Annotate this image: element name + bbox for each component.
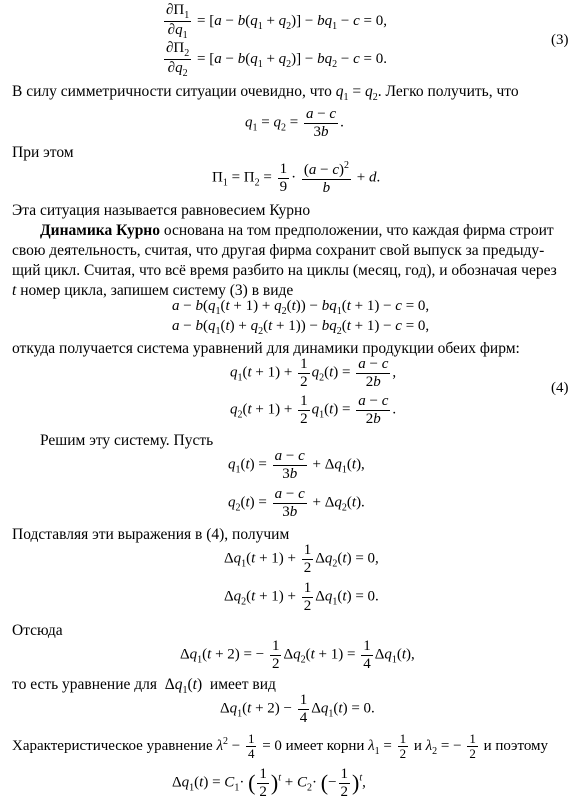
para4-line2: свою деятельность, считая, что другая фирма сохранит свой выпуск за предыду- — [12, 242, 545, 259]
para3: Эта ситуация называется равновесием Курно — [12, 202, 311, 219]
eq-solution: $\Delta q_1(t) = C_1\cdot$ ( $\frac{1}{2}$ )$^t + C_2\cdot$ (− $\frac{1}{2}$ )$^t$, — [172, 766, 366, 800]
eq3-line2: $\frac{\partial\Pi_2}{\partial q_2}$ = $[a - b(q_1 + q_2)] - bq_2 - c = 0$. — [166, 40, 387, 79]
eq-system-line2: $a - b(q_1(t) + q_2(t + 1)) - bq_2(t + 1) - c = 0$, — [172, 318, 430, 337]
eq-system-line1: $a - b(q_1(t + 1) + q_2(t)) - bq_1(t + 1) - c = 0$, — [172, 298, 430, 317]
para10: Характеристическое уравнение $\lambda^2$ − $\frac{1}{4}$ = 0 имеет корни $\lambda_1$ = $\frac{1}{2}$ и $\lambda_2$ = − $\frac{1}{2}$ и поэтому — [12, 731, 549, 762]
para4-line3: щий цикл. Считая, что всё время разбито на циклы (месяц, год), и обозначая через — [12, 262, 557, 279]
para6: Решим эту систему. Пусть — [40, 432, 214, 449]
eq4-number: (4) — [551, 380, 569, 396]
para4-line4: t номер цикла, запишем систему (3) в виде — [12, 282, 294, 299]
eq-profit: $\Pi_1 = \Pi_2$ = $\frac{1}{9}$ · $\frac{(a - c)^2}{b}$ + d. — [212, 160, 381, 196]
para5: откуда получается система уравнений для динамики продукции обеих фирм: — [12, 340, 520, 357]
para9: то есть уравнение для $\Delta q_1(t)$ имеет вид — [12, 676, 276, 697]
eq3-line1: $\frac{\partial\Pi_1}{\partial q_1}$ = $[a - b(q_1 + q_2)] - bq_1 - c = 0$, — [166, 2, 387, 41]
eq-let-line2: $q_2(t)$ = $\frac{a - c}{3b}$ + $\Delta q_2(t)$. — [228, 486, 365, 520]
eq-form: $\Delta q_1(t + 2)$ − $\frac{1}{4}$ $\Delta q_1(t) = 0$. — [220, 692, 375, 726]
eq-delta-line1: $\Delta q_1(t + 1)$ + $\frac{1}{2}$ $\Delta q_2(t) = 0$, — [224, 542, 379, 576]
para7: Подставляя эти выражения в (4), получим — [12, 526, 290, 543]
eq-let-line1: $q_1(t)$ = $\frac{a - c}{3b}$ + $\Delta q_1(t)$, — [228, 448, 365, 482]
eq-delta-line2: $\Delta q_2(t + 1)$ + $\frac{1}{2}$ $\Delta q_1(t) = 0$. — [224, 580, 379, 614]
eq-symmetric: $q_1 = q_2$ = $\frac{a - c}{3b}$ . — [245, 106, 344, 140]
eq4-line1: $q_1(t + 1)$ + $\frac{1}{2}$ $q_2(t)$ = $\frac{a - c}{2b}$ , — [230, 356, 397, 390]
para8: Отсюда — [12, 622, 63, 639]
para4-line1: Динамика Курно основана на том предположении, что каждая фирма строит — [40, 222, 554, 239]
para1: В силу симметричности ситуации очевидно, что $q_1 = q_2$. Легко получить, что — [12, 83, 519, 104]
eq-hence: $\Delta q_1(t + 2)$ = − $\frac{1}{2}$ $\Delta q_2(t + 1)$ = $\frac{1}{4}$ $\Delta q_1(t)$, — [180, 638, 415, 672]
para2: При этом — [12, 144, 74, 161]
eq4-line2: $q_2(t + 1)$ + $\frac{1}{2}$ $q_1(t)$ = $\frac{a - c}{2b}$ . — [230, 393, 397, 427]
eq3-number: (3) — [551, 32, 569, 48]
